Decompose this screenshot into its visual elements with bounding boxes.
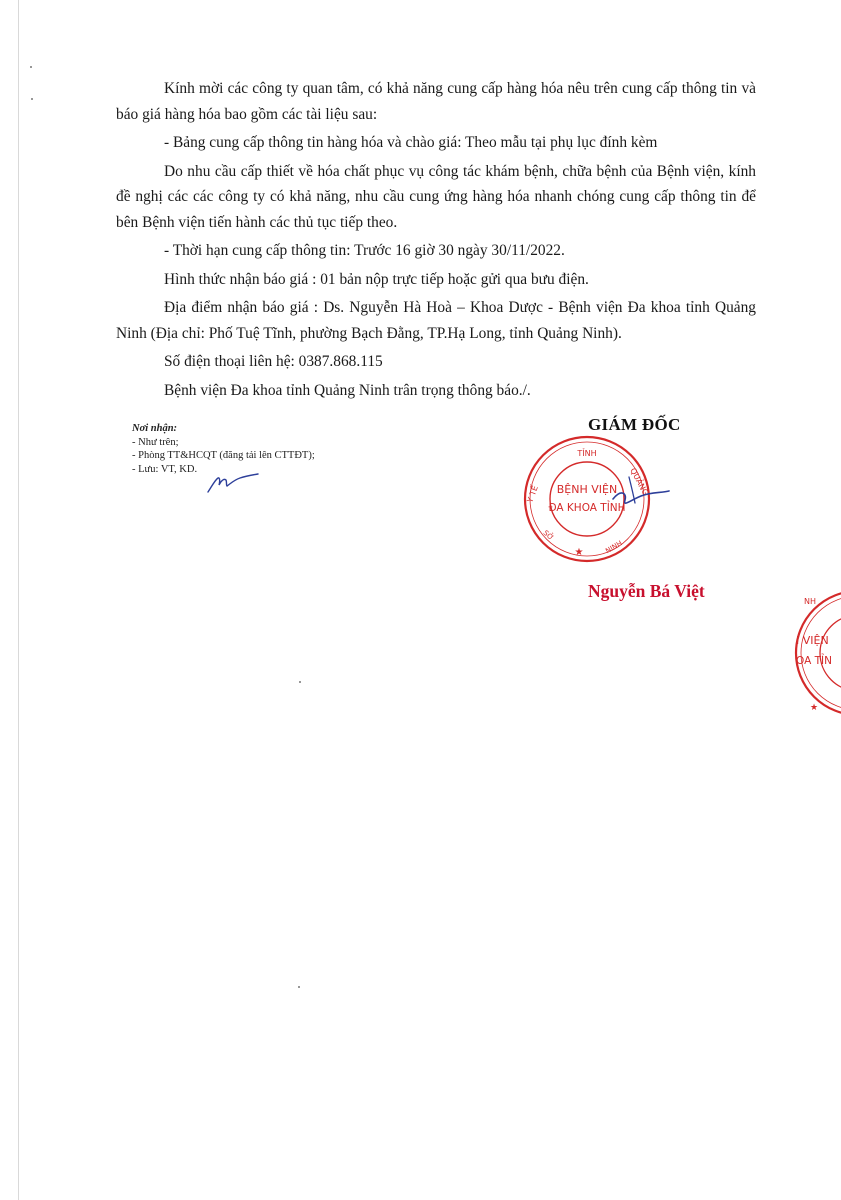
hospital-seal [517,433,677,565]
seal-line-1: BỆNH VIỆN [556,483,618,496]
paragraph-documents: - Bảng cung cấp thông tin hàng hóa và chào giá: Theo mẫu tại phụ lục đính kèm [164,134,658,151]
recipient-item: - Phòng TT&HCQT (đăng tải lên CTTĐT); [132,450,315,461]
scan-dot [299,681,301,683]
seal-star-icon: ★ [574,547,584,558]
letter-body [116,76,756,403]
paragraph-phone: Số điện thoại liên hệ: 0387.868.115 [164,353,383,370]
paragraph-need: Do nhu cầu cấp thiết về hóa chất phục vụ công tác khám bệnh, chữa bệnh của Bệnh viện, kính đề nghị các các công ty có khả năng, nhu cầu cung ứng hàng hóa nhanh chóng cung cấp thông tin để bên Bệnh viện tiến hành các thủ tục tiếp theo. [116,162,756,231]
paragraph-invitation: Kính mời các công ty quan tâm, có khả năng cung cấp hàng hóa nêu trên cung cấp thông tin và báo giá hàng hóa bao gồm các tài liệu sau: [116,80,756,123]
paragraph-location: Địa điểm nhận báo giá : Ds. Nguyễn Hà Hoà – Khoa Dược - Bệnh viện Đa khoa tỉnh Quảng Ninh (Địa chỉ: Phố Tuệ Tĩnh, phường Bạch Đằng, TP.Hạ Long, tỉnh Quảng Ninh). [116,299,756,342]
paragraph-submission-form: Hình thức nhận báo giá : 01 bản nộp trực tiếp hoặc gửi qua bưu điện. [164,270,589,288]
partial-seal-line-1: I VIỆN [796,634,829,647]
scan-dot [298,986,300,988]
seal-ring-top: TỈNH [577,449,597,458]
partial-seal-ring-top: NH [804,597,816,606]
recipients-heading: Nơi nhận: [132,423,178,434]
scan-dot [31,98,33,100]
seal-ring-bottom-left: SỞ [541,528,556,543]
partial-seal-line-2: OA TỈN [796,655,832,667]
seal-line-2: ĐA KHOA TỈNH [548,502,626,514]
director-title: GIÁM ĐỐC [588,415,681,434]
partial-seal-star-icon: ★ [810,703,819,713]
seal-ring-bottom: NINH [604,539,624,556]
scan-dot [30,66,32,68]
initials-mark [206,468,262,498]
page-edge-line [18,0,19,1200]
seal-ring-right: QUẢNG [628,466,651,498]
seal-ring-left: Y TẾ [525,484,540,504]
paragraph-deadline: - Thời hạn cung cấp thông tin: Trước 16 giờ 30 ngày 30/11/2022. [164,242,565,259]
partial-seal-fragment [790,578,841,728]
signer-name: Nguyễn Bá Việt [588,581,705,601]
recipient-item: - Như trên; [132,436,179,448]
paragraph-closing: Bệnh viện Đa khoa tỉnh Quảng Ninh trân trọng thông báo./. [164,381,531,399]
recipient-item: - Lưu: VT, KD. [132,463,198,475]
